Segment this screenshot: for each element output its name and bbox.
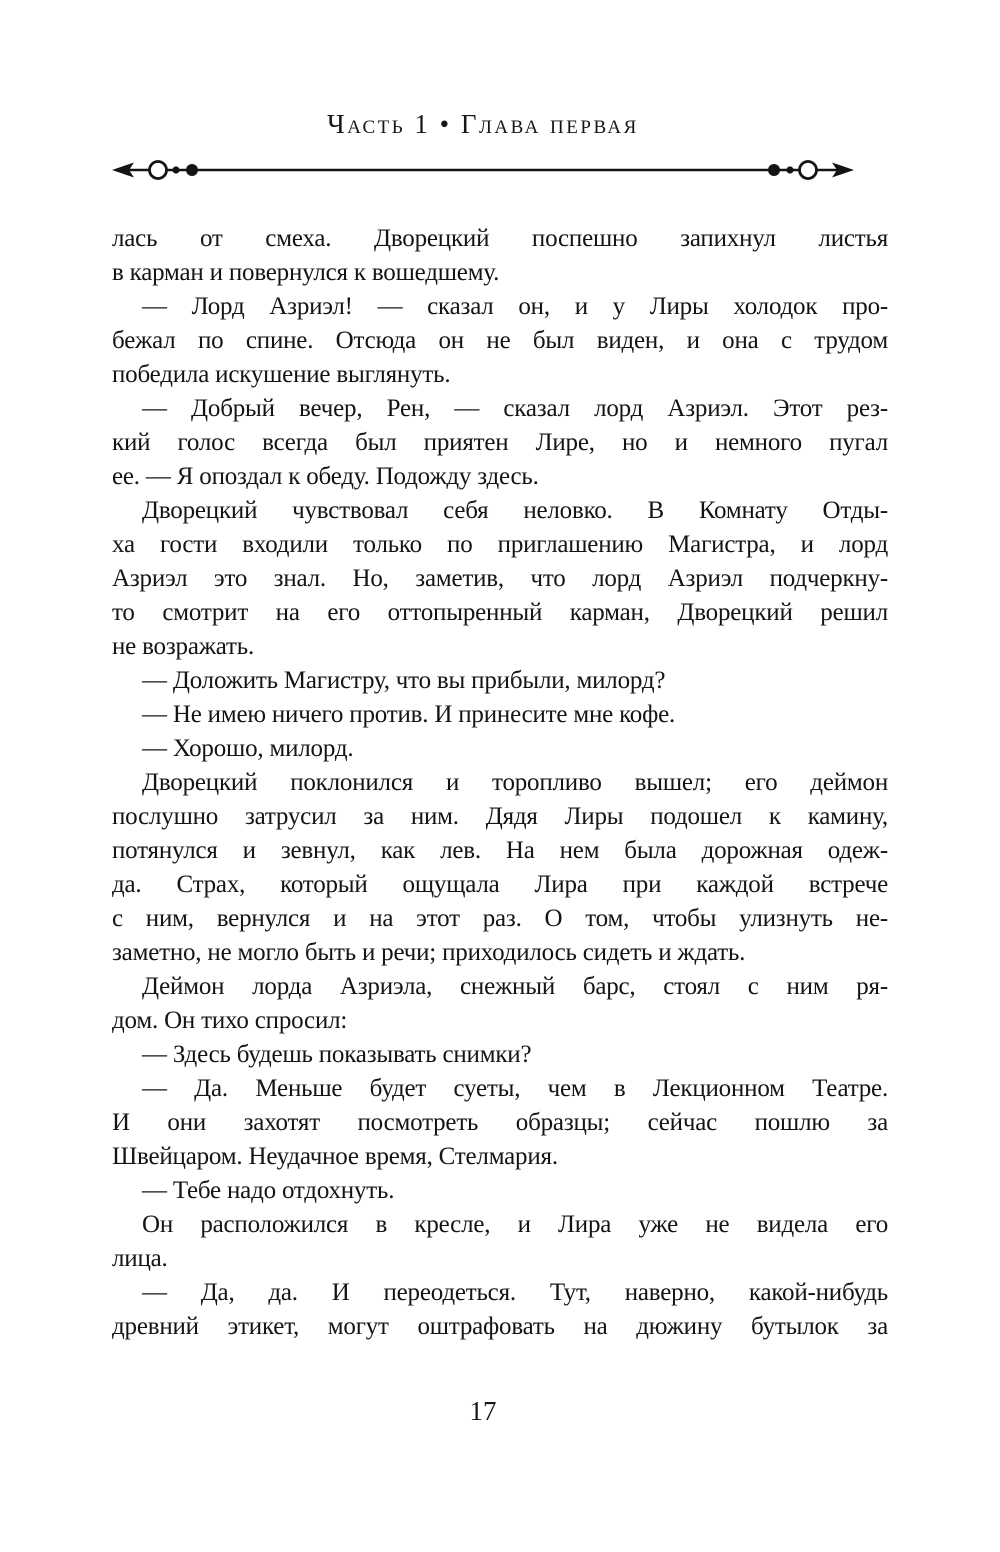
paragraph	[112, 1072, 888, 1174]
text-line: — Хорошо, милорд.	[142, 735, 354, 762]
text-line: Азриэл это знал. Но, заметив, что лорд Азриэл подчеркну-	[112, 565, 888, 592]
text-line: дом. Он тихо спросил:	[112, 1007, 348, 1034]
text-line: Швейцаром. Неудачное время, Стелмария.	[112, 1143, 558, 1170]
chapter-header	[112, 0, 854, 182]
left-big-dot-icon	[186, 164, 198, 176]
right-small-dot-icon	[786, 166, 793, 173]
chapter-title: Часть 1 • Глава первая	[327, 109, 639, 139]
text-line: в карман и повернулся к вошедшему.	[112, 259, 500, 286]
text-line: Деймон лорда Азриэла, снежный барс, стоял с ним ря-	[142, 973, 888, 1000]
text-line: И они захотят посмотреть образцы; сейчас пошлю за	[112, 1109, 888, 1136]
text-line: да. Страх, который ощущала Лира при каждой встрече	[112, 871, 888, 898]
text-line: заметно, не могло быть и речи; приходилось сидеть и ждать.	[112, 939, 746, 966]
paragraph	[112, 1208, 888, 1276]
text-line: лица.	[112, 1245, 168, 1272]
paragraph	[112, 392, 888, 494]
text-line: — Да. Меньше будет суеты, чем в Лекционном Театре.	[142, 1075, 888, 1102]
text-line: потянулся и зевнул, как лев. На нем была дорожная одеж-	[112, 837, 888, 864]
text-line: древний этикет, могут оштрафовать на дюжину бутылок за	[112, 1313, 888, 1340]
page-number: 17	[469, 1396, 497, 1426]
text-line: бежал по спине. Отсюда он не был виден, и она с трудом	[112, 327, 888, 354]
paragraph	[112, 1276, 888, 1344]
right-ring-icon	[800, 162, 817, 179]
text-line: то смотрит на его оттопыренный карман, Дворецкий решил	[112, 599, 888, 626]
text-line: Он расположился в кресле, и Лира уже не видела его	[142, 1211, 888, 1238]
left-ring-icon	[150, 162, 167, 179]
text-line: ха гости входили только по приглашению Магистра, и лорд	[112, 531, 888, 558]
paragraph	[112, 766, 888, 970]
text-line: — Тебе надо отдохнуть.	[142, 1177, 395, 1204]
paragraph	[112, 970, 888, 1038]
right-big-dot-icon	[768, 164, 780, 176]
text-line: Дворецкий чувствовал себя неловко. В Комнату Отды-	[142, 497, 888, 524]
text-line: Дворецкий поклонился и торопливо вышел; его деймон	[142, 769, 888, 796]
text-line: лась от смеха. Дворецкий поспешно запихнул листья	[112, 225, 888, 252]
paragraph	[112, 222, 888, 290]
paragraph	[112, 1174, 888, 1208]
text-line: послушно затрусил за ним. Дядя Лиры подошел к камину,	[112, 803, 888, 830]
text-line: — Добрый вечер, Рен, — сказал лорд Азриэл. Этот рез-	[142, 395, 888, 422]
text-line: победила искушение выглянуть.	[112, 361, 451, 388]
text-line: с ним, вернулся и на этот раз. О том, чтобы улизнуть не-	[112, 905, 888, 932]
text-line: — Да, да. И переодеться. Тут, наверно, какой-нибудь	[142, 1279, 888, 1306]
paragraph	[112, 290, 888, 392]
left-small-dot-icon	[172, 166, 179, 173]
text-line: кий голос всегда был приятен Лире, но и немного пугал	[112, 429, 888, 456]
text-line: — Доложить Магистру, что вы прибыли, милорд?	[142, 667, 666, 694]
text-line: — Не имею ничего против. И принесите мне кофе.	[142, 701, 676, 728]
text-line: — Здесь будешь показывать снимки?	[142, 1041, 532, 1068]
paragraph	[112, 664, 888, 698]
paragraph	[112, 1038, 888, 1072]
text-line: не возражать.	[112, 633, 255, 660]
paragraph	[112, 494, 888, 664]
text-line: — Лорд Азриэл! — сказал он, и у Лиры холодок про-	[142, 293, 888, 320]
chapter-divider-ornament	[112, 158, 854, 182]
page-content	[112, 0, 888, 1426]
paragraph	[112, 732, 888, 766]
text-line: ее. — Я опоздал к обеду. Подожду здесь.	[112, 463, 539, 490]
paragraph	[112, 698, 888, 732]
text-block	[112, 222, 888, 1344]
